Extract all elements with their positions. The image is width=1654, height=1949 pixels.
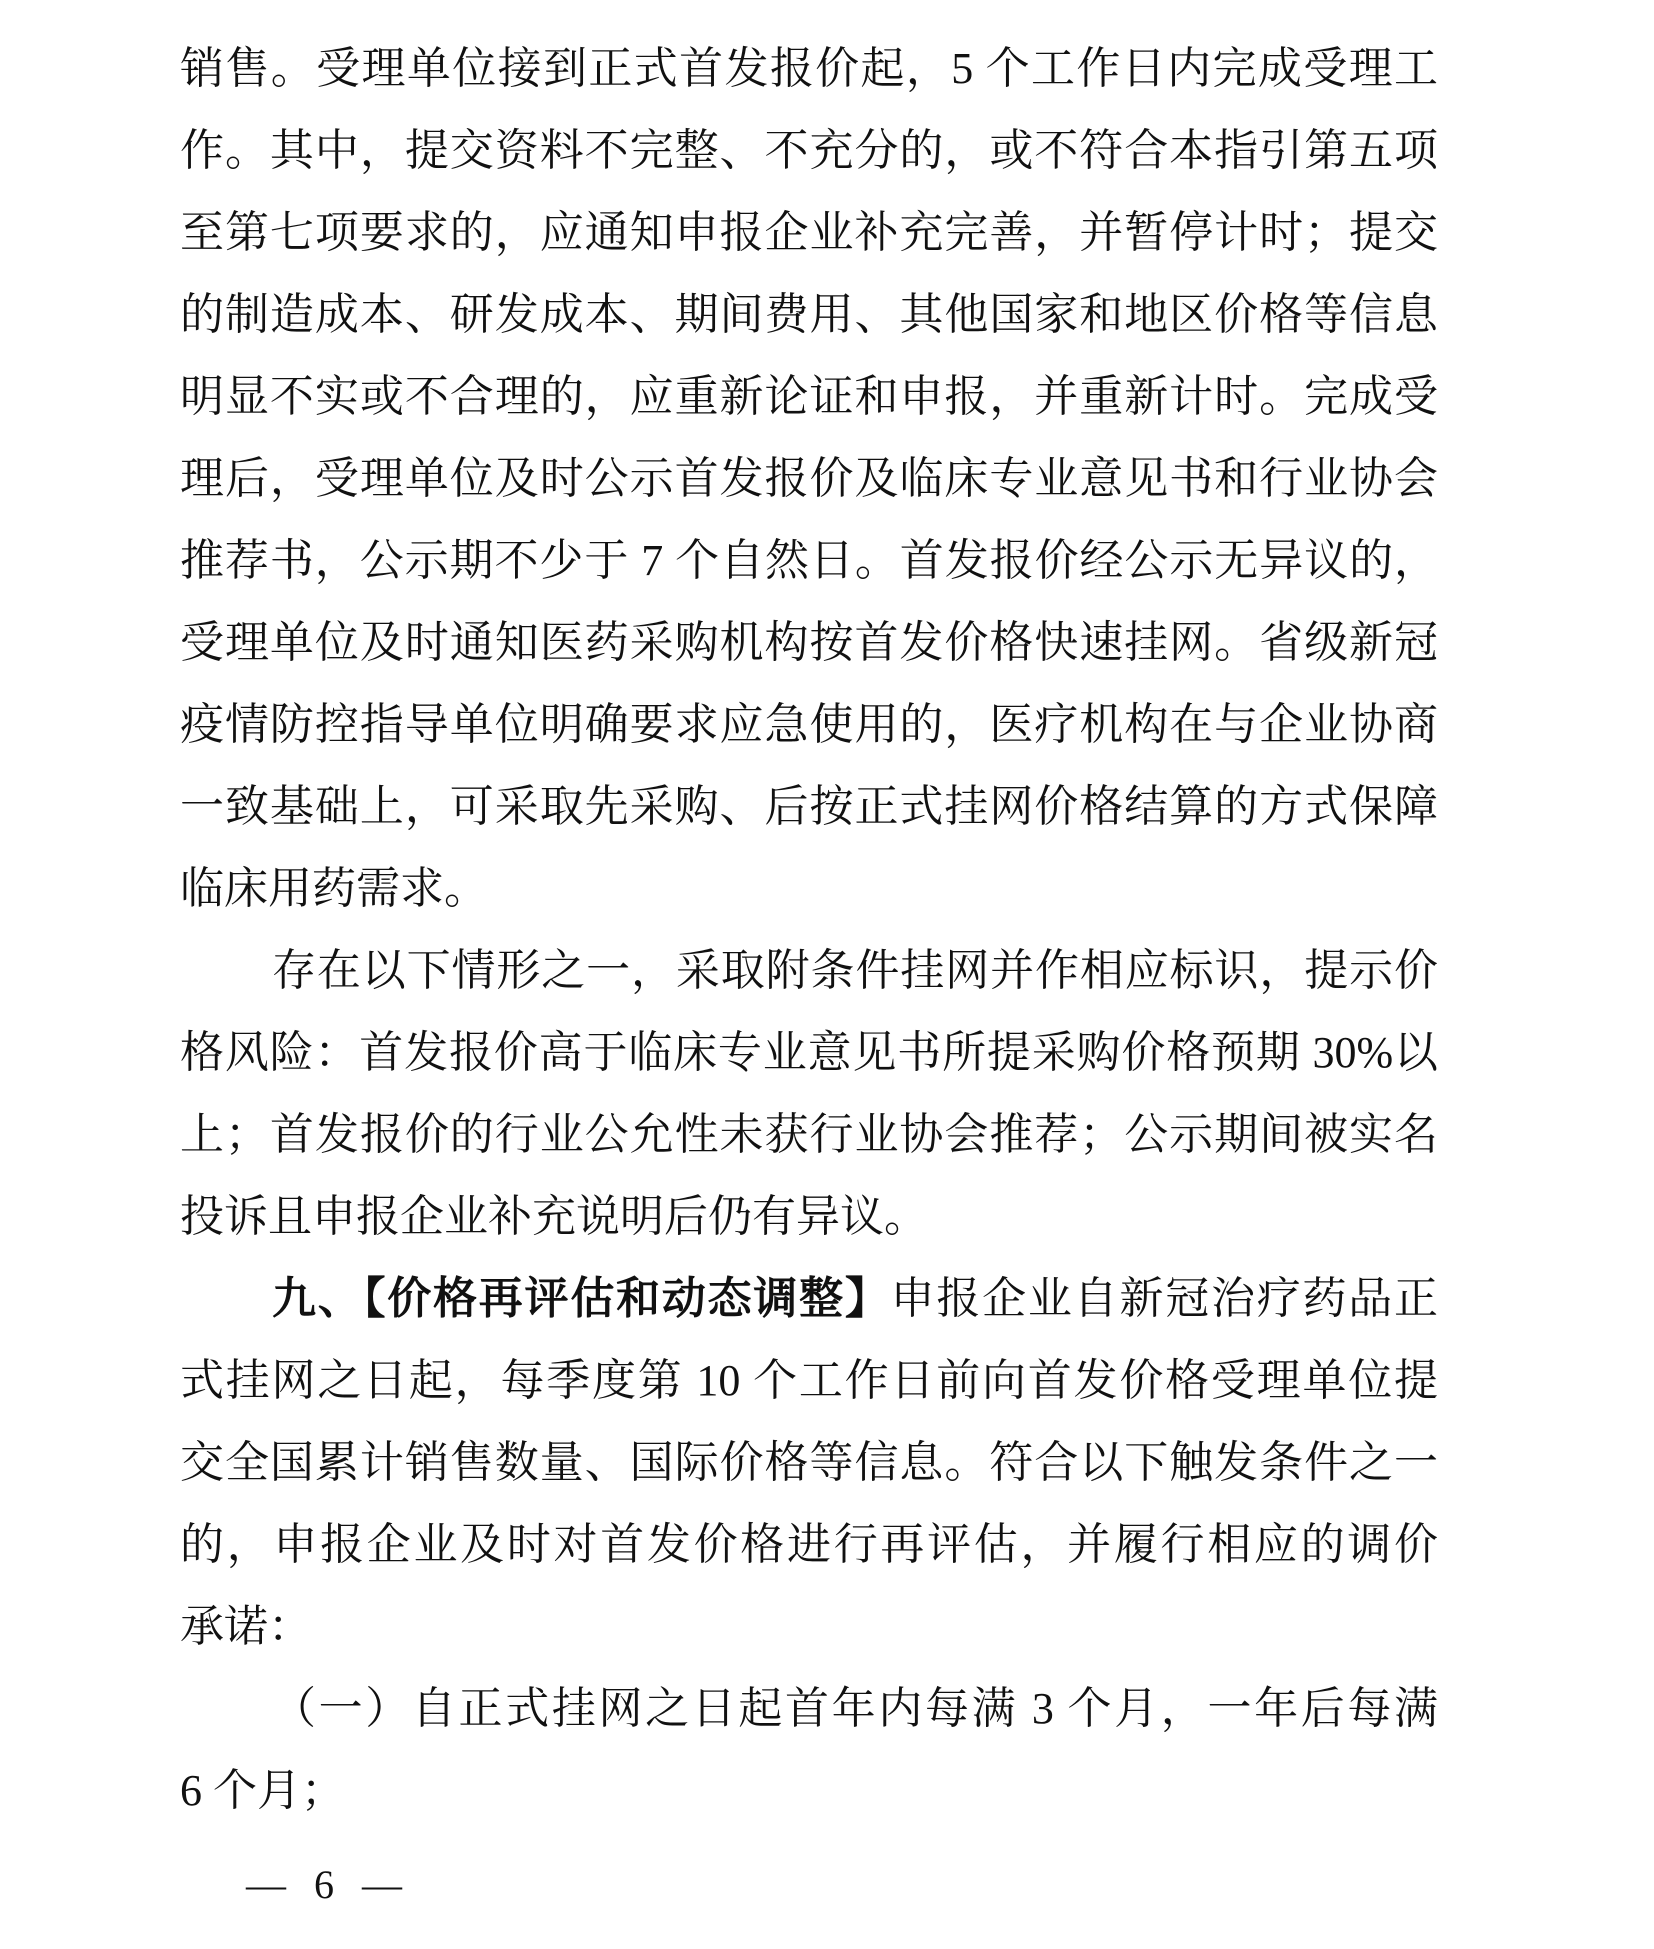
section-heading-line [180,1258,1438,1340]
text-line: 交全国累计销售数量、国际价格等信息。符合以下触发条件之一 [180,1438,1438,1487]
list-item-line: （一）自正式挂网之日起首年内每满 3 个月，一年后每满 [272,1684,1438,1733]
page-number: — 6 — [246,1862,404,1907]
paragraph-end-line: 投诉且申报企业补充说明后仍有异议。 [180,1192,928,1241]
text-line: 作。其中，提交资料不完整、不充分的，或不符合本指引第五项 [180,126,1438,175]
text-line: 的制造成本、研发成本、期间费用、其他国家和地区价格等信息 [180,290,1438,339]
text-line: 式挂网之日起，每季度第 10 个工作日前向首发价格受理单位提 [180,1356,1438,1405]
text-line: 的，申报企业及时对首发价格进行再评估，并履行相应的调价 [180,1520,1438,1569]
section-heading-rest: 申报企业自新冠治疗药品正 [890,1274,1438,1323]
text-line: 一致基础上，可采取先采购、后按正式挂网价格结算的方式保障 [180,782,1438,831]
text-line: 明显不实或不合理的，应重新论证和申报，并重新计时。完成受 [180,372,1438,421]
text-line: 理后，受理单位及时公示首发报价及临床专业意见书和行业协会 [180,454,1438,503]
paragraph-end-line: 临床用药需求。 [180,864,488,913]
text-line: 疫情防控指导单位明确要求应急使用的，医疗机构在与企业协商 [180,700,1438,749]
paragraph-end-line: 承诺： [180,1602,312,1651]
paragraph-start-line: 存在以下情形之一，采取附条件挂网并作相应标识，提示价 [272,946,1438,995]
text-line: 受理单位及时通知医药采购机构按首发价格快速挂网。省级新冠 [180,618,1438,667]
text-line: 格风险：首发报价高于临床专业意见书所提采购价格预期 30%以 [180,1028,1438,1077]
section-heading-bold: 九、【价格再评估和动态调整】 [272,1274,891,1323]
text-line: 销售。受理单位接到正式首发报价起，5 个工作日内完成受理工 [180,44,1438,93]
paragraph-end-line: 6 个月； [180,1766,345,1815]
body-text [180,28,1438,1832]
text-line: 至第七项要求的，应通知申报企业补充完善，并暂停计时；提交 [180,208,1438,257]
text-line: 上；首发报价的行业公允性未获行业协会推荐；公示期间被实名 [180,1110,1438,1159]
text-line: 推荐书，公示期不少于 7 个自然日。首发报价经公示无异议的， [180,536,1438,585]
